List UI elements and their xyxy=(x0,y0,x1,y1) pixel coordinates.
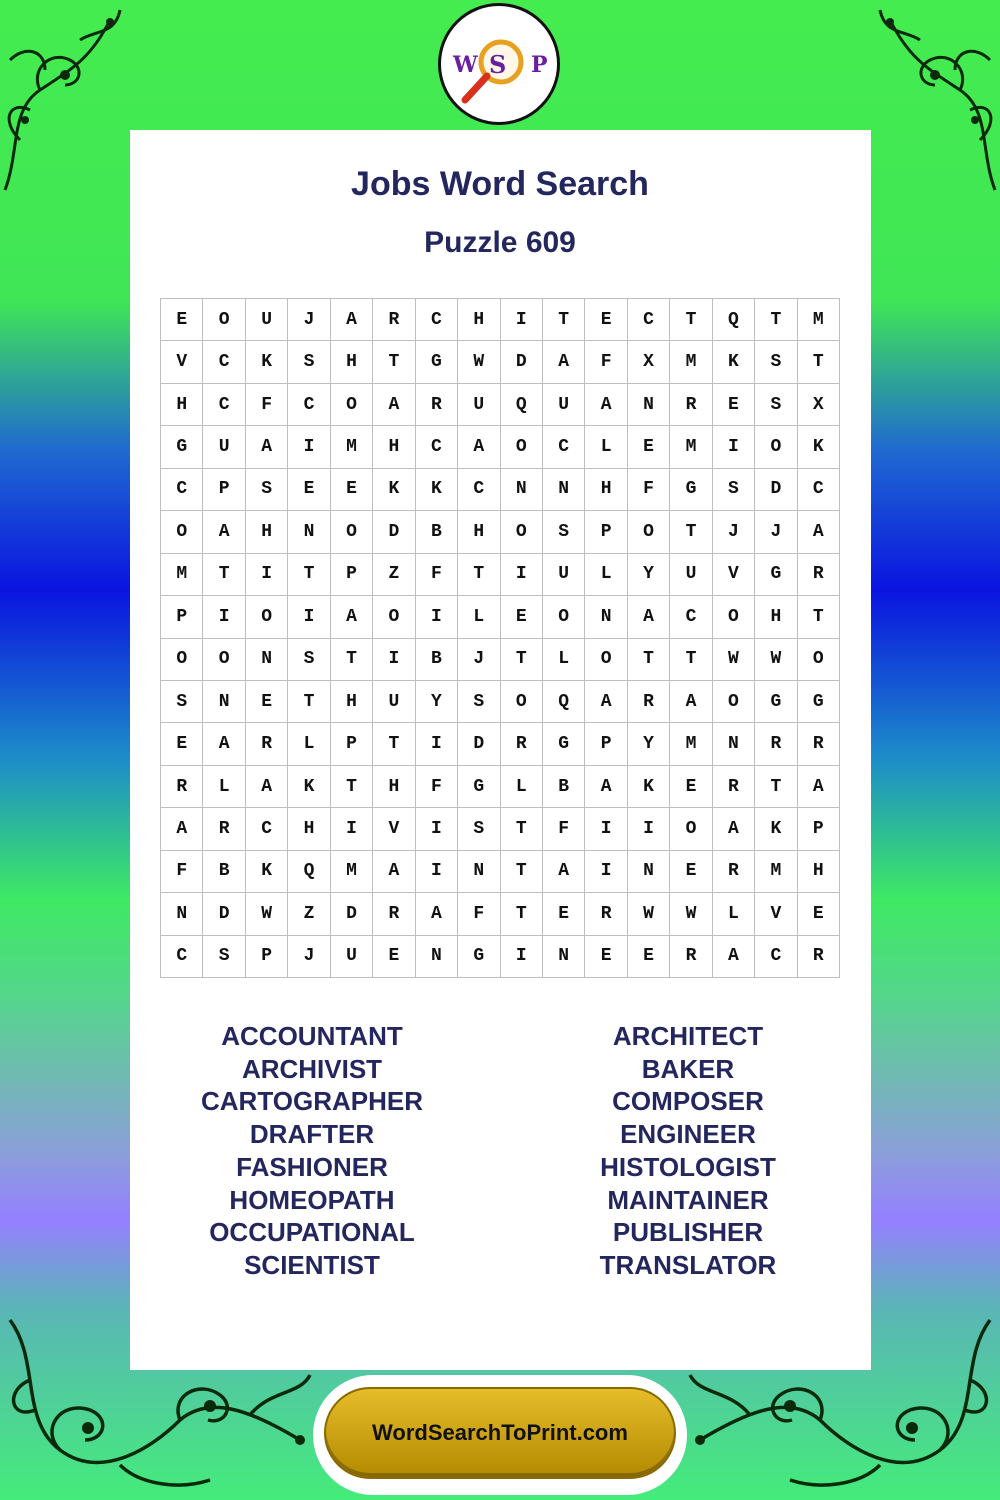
grid-cell: H xyxy=(755,596,797,638)
grid-cell: G xyxy=(458,766,500,808)
word-list-right xyxy=(498,1020,878,1282)
grid-cell: P xyxy=(331,723,373,765)
grid-cell: N xyxy=(288,511,330,553)
grid-cell: T xyxy=(755,766,797,808)
word-item: BAKER xyxy=(641,1053,735,1084)
grid-cell: V xyxy=(755,893,797,935)
grid-cell: U xyxy=(543,384,585,426)
grid-cell: E xyxy=(670,851,712,893)
grid-cell: E xyxy=(585,936,627,978)
grid-cell: A xyxy=(161,808,203,850)
grid-cell: O xyxy=(501,511,543,553)
grid-cell: H xyxy=(161,384,203,426)
grid-cell: T xyxy=(331,766,373,808)
grid-cell: N xyxy=(543,469,585,511)
grid-cell: I xyxy=(628,808,670,850)
grid-cell: A xyxy=(203,723,245,765)
grid-cell: J xyxy=(288,936,330,978)
grid-cell: A xyxy=(373,384,415,426)
grid-cell: W xyxy=(246,893,288,935)
grid-cell: N xyxy=(161,893,203,935)
grid-cell: I xyxy=(331,808,373,850)
grid-cell: C xyxy=(203,384,245,426)
grid-cell: M xyxy=(670,426,712,468)
grid-cell: I xyxy=(501,936,543,978)
grid-cell: F xyxy=(585,341,627,383)
grid-cell: A xyxy=(416,893,458,935)
grid-cell: P xyxy=(246,936,288,978)
grid-cell: L xyxy=(203,766,245,808)
word-item: MAINTAINER xyxy=(607,1184,769,1215)
grid-cell: R xyxy=(373,893,415,935)
grid-cell: Y xyxy=(416,681,458,723)
grid-cell: I xyxy=(501,554,543,596)
grid-cell: N xyxy=(628,851,670,893)
grid-cell: A xyxy=(798,511,840,553)
grid-cell: O xyxy=(501,426,543,468)
grid-cell: K xyxy=(288,766,330,808)
grid-cell: M xyxy=(331,851,373,893)
grid-cell: F xyxy=(416,554,458,596)
grid-cell: L xyxy=(543,639,585,681)
logo-letter-w: W xyxy=(453,52,478,78)
logo-letter-s: S xyxy=(489,50,507,79)
grid-cell: I xyxy=(501,299,543,341)
grid-cell: O xyxy=(161,511,203,553)
grid-cell: T xyxy=(798,341,840,383)
grid-cell: E xyxy=(161,723,203,765)
grid-cell: T xyxy=(288,681,330,723)
grid-cell: E xyxy=(246,681,288,723)
grid-cell: D xyxy=(501,341,543,383)
grid-cell: C xyxy=(670,596,712,638)
grid-cell: U xyxy=(543,554,585,596)
grid-cell: B xyxy=(416,511,458,553)
grid-cell: J xyxy=(458,639,500,681)
word-item: HISTOLOGIST xyxy=(600,1151,776,1182)
grid-cell: R xyxy=(713,851,755,893)
grid-cell: I xyxy=(373,639,415,681)
grid-cell: N xyxy=(458,851,500,893)
grid-cell: O xyxy=(373,596,415,638)
grid-cell: J xyxy=(288,299,330,341)
grid-cell: H xyxy=(458,299,500,341)
grid-cell: H xyxy=(585,469,627,511)
grid-cell: S xyxy=(458,681,500,723)
grid-cell: O xyxy=(628,511,670,553)
grid-cell: L xyxy=(458,596,500,638)
grid-cell: D xyxy=(458,723,500,765)
grid-cell: G xyxy=(755,681,797,723)
grid-cell: W xyxy=(755,639,797,681)
grid-cell: M xyxy=(161,554,203,596)
word-item: PUBLISHER xyxy=(612,1217,764,1248)
grid-cell: T xyxy=(331,639,373,681)
grid-cell: R xyxy=(161,766,203,808)
grid-cell: M xyxy=(755,851,797,893)
grid-cell: R xyxy=(670,936,712,978)
grid-cell: J xyxy=(755,511,797,553)
grid-cell: A xyxy=(331,596,373,638)
grid-cell: Y xyxy=(628,554,670,596)
grid-cell: H xyxy=(288,808,330,850)
puzzle-number: Puzzle 609 xyxy=(424,226,576,259)
grid-cell: L xyxy=(288,723,330,765)
grid-cell: O xyxy=(331,384,373,426)
grid-cell: U xyxy=(331,936,373,978)
grid-cell: E xyxy=(628,936,670,978)
word-item: COMPOSER xyxy=(612,1086,764,1117)
grid-cell: S xyxy=(203,936,245,978)
grid-cell: E xyxy=(288,469,330,511)
grid-cell: O xyxy=(501,681,543,723)
grid-cell: D xyxy=(755,469,797,511)
grid-cell: G xyxy=(670,469,712,511)
grid-cell: U xyxy=(458,384,500,426)
grid-cell: H xyxy=(331,341,373,383)
grid-cell: T xyxy=(670,299,712,341)
grid-cell: C xyxy=(203,341,245,383)
grid-cell: N xyxy=(203,681,245,723)
grid-cell: E xyxy=(798,893,840,935)
grid-cell: X xyxy=(798,384,840,426)
grid-cell: E xyxy=(501,596,543,638)
grid-cell: G xyxy=(798,681,840,723)
site-link-button[interactable]: WordSearchToPrint.com xyxy=(324,1387,676,1479)
grid-cell: P xyxy=(585,511,627,553)
grid-cell: O xyxy=(713,681,755,723)
word-item: FASHIONER xyxy=(236,1151,388,1182)
grid-cell: A xyxy=(246,426,288,468)
grid-cell: A xyxy=(628,596,670,638)
grid-cell: H xyxy=(331,681,373,723)
grid-cell: Q xyxy=(713,299,755,341)
grid-cell: R xyxy=(373,299,415,341)
grid-cell: W xyxy=(713,639,755,681)
grid-cell: S xyxy=(161,681,203,723)
grid-cell: V xyxy=(713,554,755,596)
grid-cell: G xyxy=(458,936,500,978)
grid-cell: O xyxy=(246,596,288,638)
grid-cell: I xyxy=(288,426,330,468)
grid-cell: E xyxy=(543,893,585,935)
grid-cell: L xyxy=(501,766,543,808)
grid-cell: T xyxy=(501,893,543,935)
grid-cell: V xyxy=(161,341,203,383)
grid-cell: H xyxy=(458,511,500,553)
grid-cell: U xyxy=(203,426,245,468)
grid-cell: R xyxy=(798,723,840,765)
grid-cell: K xyxy=(628,766,670,808)
grid-cell: C xyxy=(161,936,203,978)
grid-cell: U xyxy=(670,554,712,596)
word-list-left xyxy=(122,1020,502,1282)
grid-cell: I xyxy=(203,596,245,638)
word-item: CARTOGRAPHER xyxy=(201,1086,423,1117)
grid-cell: V xyxy=(373,808,415,850)
grid-cell: K xyxy=(755,808,797,850)
grid-cell: O xyxy=(713,596,755,638)
word-item: ENGINEER xyxy=(620,1119,756,1150)
grid-cell: A xyxy=(246,766,288,808)
grid-cell: R xyxy=(798,936,840,978)
word-item: ARCHITECT xyxy=(612,1021,764,1051)
word-item: OCCUPATIONAL xyxy=(209,1217,415,1248)
grid-cell: C xyxy=(416,299,458,341)
word-item: DRAFTER xyxy=(249,1119,375,1150)
grid-cell: O xyxy=(585,639,627,681)
grid-cell: R xyxy=(416,384,458,426)
grid-cell: F xyxy=(458,893,500,935)
grid-cell: F xyxy=(543,808,585,850)
grid-cell: T xyxy=(543,299,585,341)
grid-cell: T xyxy=(798,596,840,638)
grid-cell: S xyxy=(755,341,797,383)
grid-cell: I xyxy=(416,596,458,638)
grid-cell: M xyxy=(331,426,373,468)
grid-cell: R xyxy=(246,723,288,765)
word-item: SCIENTIST xyxy=(244,1249,380,1280)
grid-cell: O xyxy=(203,639,245,681)
word-item: TRANSLATOR xyxy=(599,1249,777,1280)
grid-cell: R xyxy=(670,384,712,426)
grid-cell: T xyxy=(670,639,712,681)
grid-cell: L xyxy=(585,426,627,468)
grid-cell: I xyxy=(585,808,627,850)
grid-cell: A xyxy=(458,426,500,468)
grid-cell: O xyxy=(755,426,797,468)
grid-cell: B xyxy=(416,639,458,681)
grid-cell: A xyxy=(585,766,627,808)
grid-cell: C xyxy=(755,936,797,978)
grid-cell: R xyxy=(501,723,543,765)
grid-cell: P xyxy=(203,469,245,511)
grid-cell: E xyxy=(161,299,203,341)
grid-cell: W xyxy=(670,893,712,935)
grid-cell: G xyxy=(416,341,458,383)
grid-cell: N xyxy=(246,639,288,681)
grid-cell: I xyxy=(416,808,458,850)
grid-cell: Q xyxy=(501,384,543,426)
grid-cell: L xyxy=(713,893,755,935)
grid-cell: A xyxy=(373,851,415,893)
grid-cell: E xyxy=(373,936,415,978)
grid-cell: E xyxy=(713,384,755,426)
grid-cell: R xyxy=(203,808,245,850)
grid-cell: T xyxy=(628,639,670,681)
grid-cell: C xyxy=(161,469,203,511)
grid-cell: E xyxy=(585,299,627,341)
grid-cell: T xyxy=(458,554,500,596)
grid-cell: D xyxy=(373,511,415,553)
grid-cell: A xyxy=(713,936,755,978)
grid-cell: R xyxy=(713,766,755,808)
grid-cell: R xyxy=(798,554,840,596)
grid-cell: A xyxy=(203,511,245,553)
grid-cell: M xyxy=(670,341,712,383)
grid-cell: T xyxy=(501,639,543,681)
grid-cell: M xyxy=(798,299,840,341)
grid-cell: I xyxy=(713,426,755,468)
grid-cell: E xyxy=(331,469,373,511)
grid-cell: U xyxy=(246,299,288,341)
grid-cell: P xyxy=(798,808,840,850)
grid-cell: F xyxy=(416,766,458,808)
grid-cell: T xyxy=(373,341,415,383)
grid-cell: G xyxy=(161,426,203,468)
grid-cell: C xyxy=(543,426,585,468)
grid-cell: W xyxy=(458,341,500,383)
page-title: Jobs Word Search xyxy=(351,165,649,203)
grid-cell: O xyxy=(543,596,585,638)
grid-cell: N xyxy=(628,384,670,426)
grid-cell: A xyxy=(585,384,627,426)
logo-letter-p: P xyxy=(531,52,548,78)
grid-cell: R xyxy=(628,681,670,723)
grid-cell: K xyxy=(246,851,288,893)
grid-cell: P xyxy=(331,554,373,596)
grid-cell: G xyxy=(755,554,797,596)
grid-cell: S xyxy=(288,341,330,383)
grid-cell: K xyxy=(246,341,288,383)
grid-cell: G xyxy=(543,723,585,765)
grid-cell: D xyxy=(203,893,245,935)
grid-cell: A xyxy=(713,808,755,850)
grid-cell: I xyxy=(416,723,458,765)
grid-cell: I xyxy=(246,554,288,596)
grid-cell: H xyxy=(373,426,415,468)
grid-cell: O xyxy=(331,511,373,553)
grid-cell: S xyxy=(543,511,585,553)
grid-cell: T xyxy=(203,554,245,596)
word-item: HOMEOPATH xyxy=(229,1184,395,1215)
grid-cell: W xyxy=(628,893,670,935)
grid-cell: U xyxy=(373,681,415,723)
grid-cell: J xyxy=(713,511,755,553)
grid-cell: T xyxy=(755,299,797,341)
grid-cell: A xyxy=(543,851,585,893)
grid-cell: T xyxy=(288,554,330,596)
grid-cell: C xyxy=(628,299,670,341)
grid-cell: A xyxy=(670,681,712,723)
grid-cell: K xyxy=(713,341,755,383)
grid-cell: S xyxy=(458,808,500,850)
grid-cell: M xyxy=(670,723,712,765)
grid-cell: K xyxy=(373,469,415,511)
word-item: ACCOUNTANT xyxy=(221,1021,403,1051)
grid-cell: I xyxy=(416,851,458,893)
grid-cell: N xyxy=(501,469,543,511)
grid-cell: C xyxy=(458,469,500,511)
grid-cell: S xyxy=(713,469,755,511)
grid-cell: I xyxy=(288,596,330,638)
grid-cell: N xyxy=(713,723,755,765)
grid-cell: C xyxy=(798,469,840,511)
grid-cell: F xyxy=(161,851,203,893)
grid-cell: A xyxy=(798,766,840,808)
grid-cell: P xyxy=(585,723,627,765)
grid-cell: N xyxy=(543,936,585,978)
grid-cell: T xyxy=(501,851,543,893)
grid-cell: Z xyxy=(373,554,415,596)
grid-cell: O xyxy=(798,639,840,681)
grid-cell: K xyxy=(416,469,458,511)
grid-cell: I xyxy=(585,851,627,893)
grid-cell: L xyxy=(585,554,627,596)
grid-cell: H xyxy=(246,511,288,553)
grid-cell: A xyxy=(331,299,373,341)
grid-cell: C xyxy=(288,384,330,426)
grid-cell: C xyxy=(246,808,288,850)
grid-cell: T xyxy=(373,723,415,765)
grid-cell: A xyxy=(585,681,627,723)
grid-cell: O xyxy=(161,639,203,681)
grid-cell: S xyxy=(288,639,330,681)
grid-cell: Y xyxy=(628,723,670,765)
grid-cell: S xyxy=(246,469,288,511)
grid-cell: R xyxy=(755,723,797,765)
grid-cell: O xyxy=(670,808,712,850)
grid-cell: S xyxy=(755,384,797,426)
grid-cell: N xyxy=(585,596,627,638)
grid-cell: R xyxy=(585,893,627,935)
grid-cell: K xyxy=(798,426,840,468)
grid-cell: O xyxy=(203,299,245,341)
grid-cell: Z xyxy=(288,893,330,935)
grid-cell: Q xyxy=(288,851,330,893)
grid-cell: E xyxy=(670,766,712,808)
grid-cell: B xyxy=(203,851,245,893)
grid-cell: E xyxy=(628,426,670,468)
grid-cell: H xyxy=(798,851,840,893)
grid-cell: H xyxy=(373,766,415,808)
grid-cell: B xyxy=(543,766,585,808)
grid-cell: P xyxy=(161,596,203,638)
grid-cell: Q xyxy=(543,681,585,723)
grid-cell: F xyxy=(628,469,670,511)
grid-cell: N xyxy=(416,936,458,978)
grid-cell: A xyxy=(543,341,585,383)
grid-cell: D xyxy=(331,893,373,935)
grid-cell: X xyxy=(628,341,670,383)
letter-grid xyxy=(160,298,840,978)
grid-cell: T xyxy=(501,808,543,850)
grid-cell: T xyxy=(670,511,712,553)
grid-cell: F xyxy=(246,384,288,426)
word-item: ARCHIVIST xyxy=(241,1053,383,1084)
wsp-logo xyxy=(438,3,560,125)
grid-cell: C xyxy=(416,426,458,468)
